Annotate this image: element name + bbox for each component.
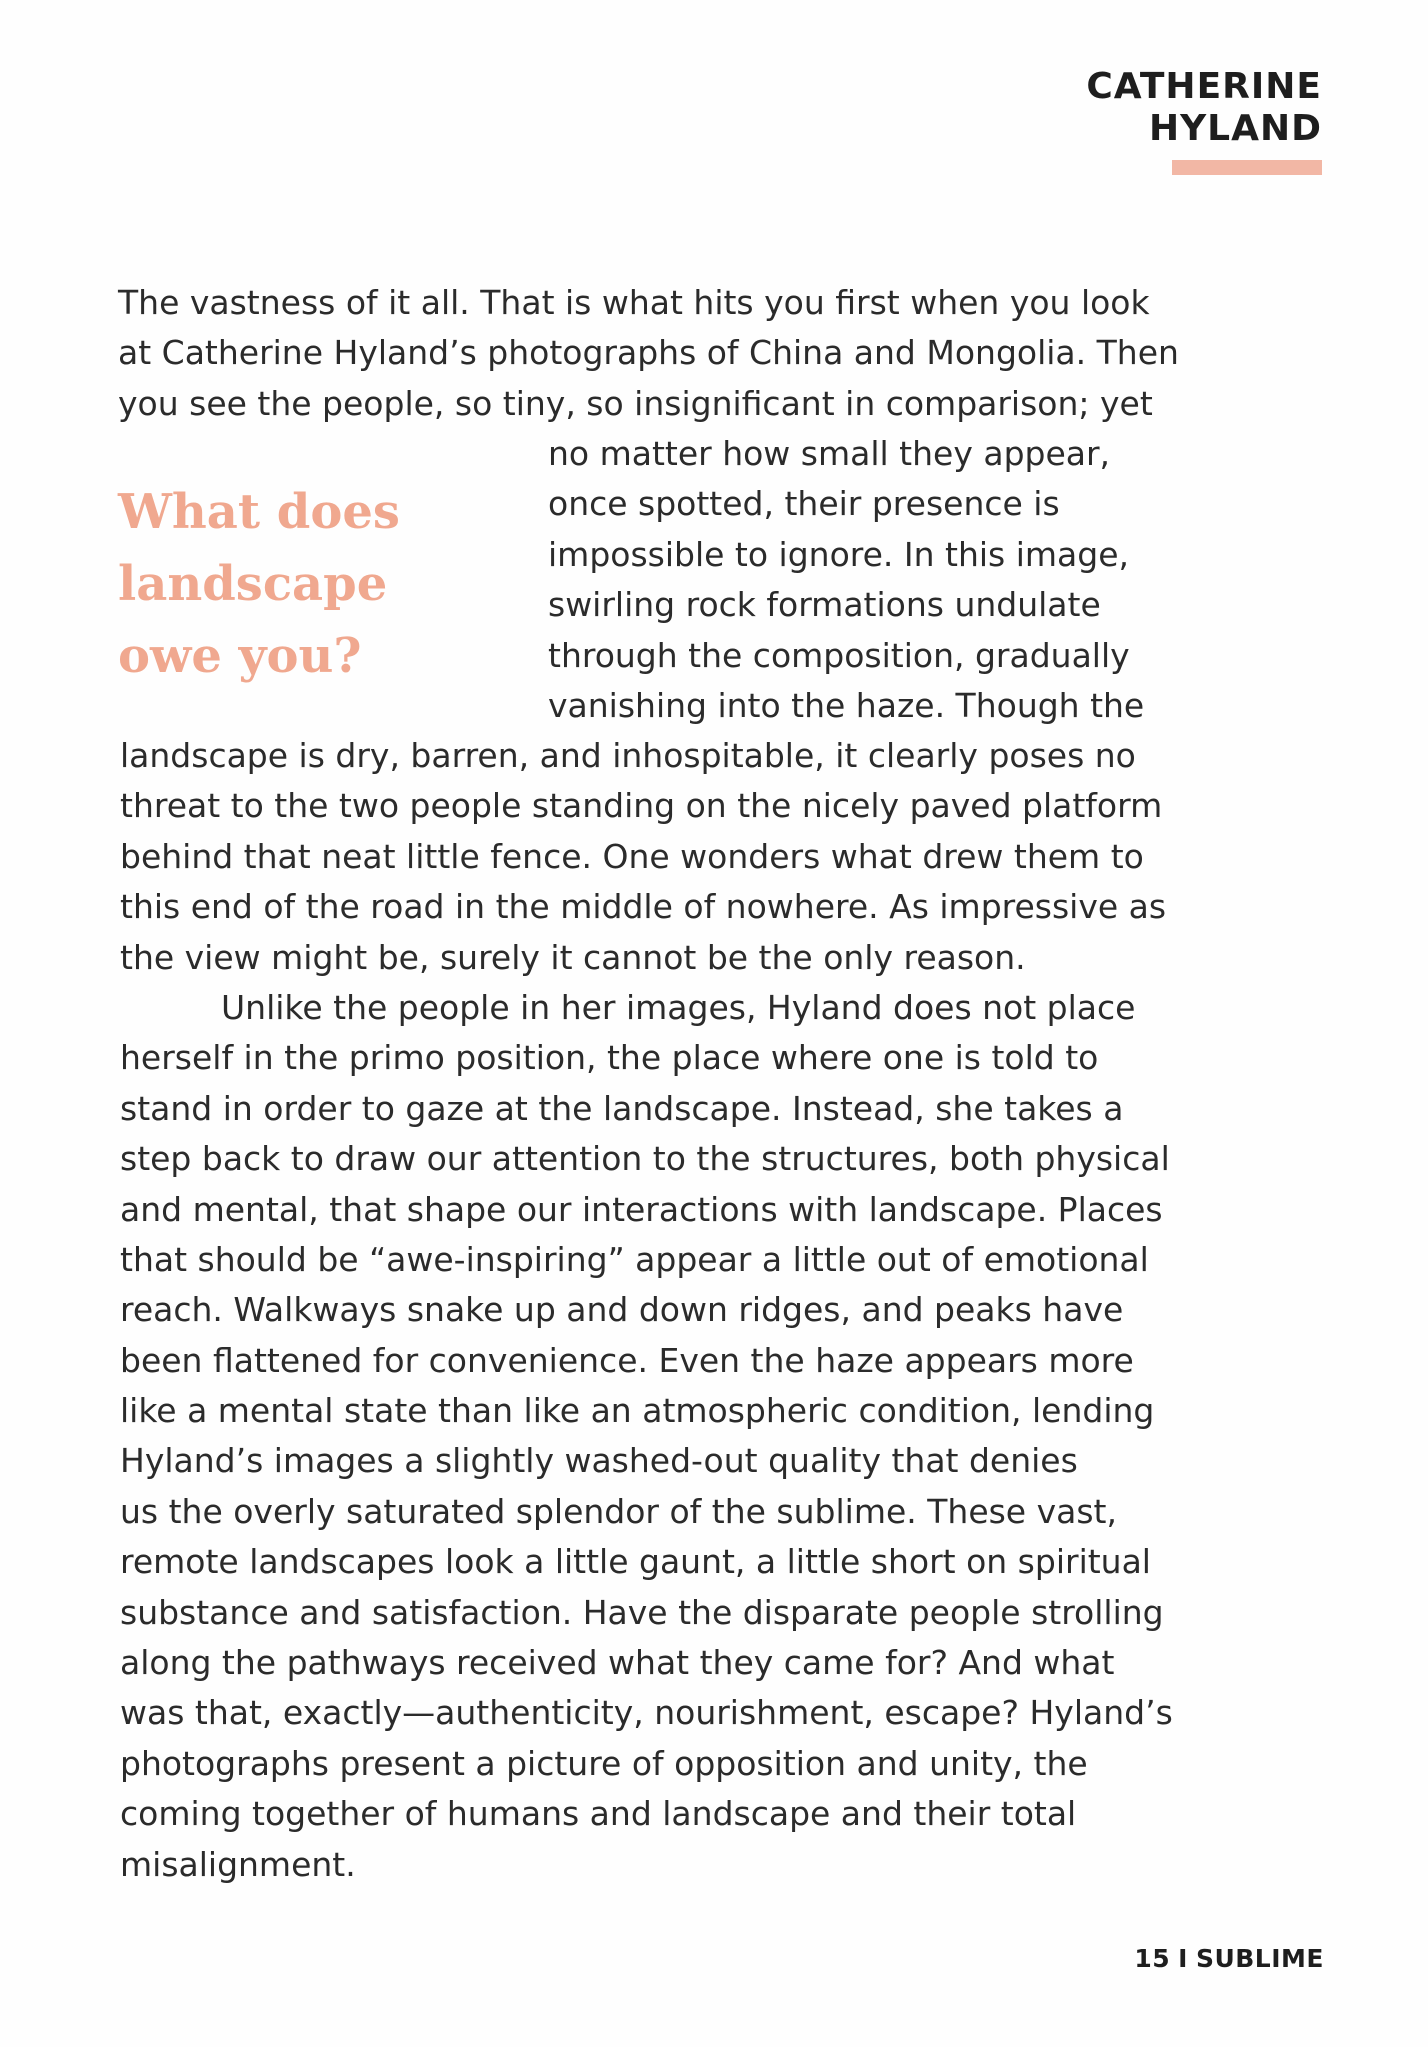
text-line: herself in the primo position, the place where one is told to <box>120 1038 1099 1078</box>
body-text-intro <box>118 278 1179 429</box>
text-line: reach. Walkways snake up and down ridges, and peaks have <box>120 1290 1124 1330</box>
pull-quote-line: landscape <box>118 556 388 612</box>
text-line: no matter how small they appear, <box>548 434 1111 473</box>
text-line: like a mental state than like an atmospheric condition, lending <box>120 1391 1155 1431</box>
pull-quote-line: owe you? <box>118 628 362 684</box>
section-name: SUBLIME <box>1195 1944 1324 1973</box>
text-line: been flattened for convenience. Even the haze appears more <box>120 1340 1134 1380</box>
pull-quote <box>118 476 400 692</box>
text-line: step back to draw our attention to the structures, both physical <box>120 1139 1170 1179</box>
text-line: remote landscapes look a little gaunt, a little short on spiritual <box>120 1542 1151 1582</box>
artist-first-name: CATHERINE <box>1086 66 1322 107</box>
text-line: substance and satisfaction. Have the disparate people strolling <box>120 1592 1164 1632</box>
footer-separator: I <box>1178 1944 1188 1973</box>
text-line: behind that neat little fence. One wonders what drew them to <box>120 836 1144 876</box>
text-line: misalignment. <box>120 1844 356 1884</box>
text-line: swirling rock formations undulate <box>548 585 1101 625</box>
text-line: at Catherine Hyland’s photographs of China and Mongolia. Then <box>118 333 1179 373</box>
text-line: photographs present a picture of opposition and unity, the <box>120 1743 1088 1783</box>
text-line: threat to the two people standing on the nicely paved platform <box>120 786 1163 826</box>
page-footer <box>1134 1944 1324 1973</box>
paragraph-first-line: Unlike the people in her images, Hyland does not place <box>221 987 1136 1027</box>
text-line: this end of the road in the middle of nowhere. As impressive as <box>120 887 1167 927</box>
text-line: was that, exactly—authenticity, nourishment, escape? Hyland’s <box>120 1693 1173 1733</box>
pull-quote-line: What does <box>118 484 400 540</box>
body-text-wrapped <box>548 429 1144 731</box>
header-accent-rule <box>1172 160 1322 175</box>
text-line: coming together of humans and landscape and their total <box>120 1794 1077 1834</box>
text-line: and mental, that shape our interactions with landscape. Places <box>120 1189 1163 1229</box>
text-line: along the pathways received what they came for? And what <box>120 1643 1115 1683</box>
text-line: that should be “awe-inspiring” appear a little out of emotional <box>120 1239 1149 1279</box>
text-line: stand in order to gaze at the landscape. Instead, she takes a <box>120 1088 1124 1128</box>
body-text-main <box>120 731 1173 1890</box>
text-line: the view might be, surely it cannot be the only reason. <box>120 937 1026 977</box>
text-line: through the composition, gradually <box>548 635 1130 675</box>
text-line: landscape is dry, barren, and inhospitable, it clearly poses no <box>120 736 1136 775</box>
text-line: vanishing into the haze. Though the <box>548 685 1145 725</box>
artist-last-name: HYLAND <box>1148 108 1322 149</box>
text-line: us the overly saturated splendor of the sublime. These vast, <box>120 1491 1117 1531</box>
artist-name-header <box>1086 66 1322 150</box>
text-line: once spotted, their presence is <box>548 484 1060 524</box>
page-number: 15 <box>1134 1944 1171 1973</box>
text-line: The vastness of it all. That is what hits you first when you look <box>118 283 1150 322</box>
text-line: impossible to ignore. In this image, <box>548 534 1129 574</box>
text-line: Hyland’s images a slightly washed-out quality that denies <box>120 1441 1078 1481</box>
text-line: you see the people, so tiny, so insignificant in comparison; yet <box>118 383 1153 423</box>
